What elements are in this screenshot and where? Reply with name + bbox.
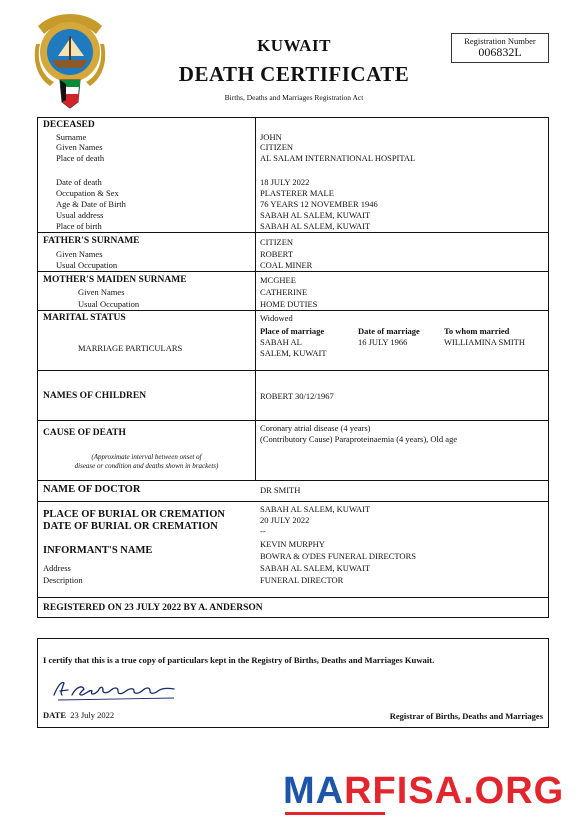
deceased-label: Date of death xyxy=(56,177,102,187)
deceased-label: Place of birth xyxy=(56,221,102,231)
mother-heading: MOTHER'S MAIDEN SURNAME xyxy=(43,275,187,285)
marriage-place: SALEM, KUWAIT xyxy=(260,348,327,358)
cause-value: (Contributory Cause) Paraproteinaemia (4 years), Old age xyxy=(260,434,458,444)
informant-name: KEVIN MURPHY xyxy=(260,539,325,549)
registrar-signature xyxy=(50,677,180,701)
deceased-label: Given Names xyxy=(56,142,103,152)
registered-line: REGISTERED ON 23 JULY 2022 BY A. ANDERSON xyxy=(43,603,263,613)
deceased-label: Usual address xyxy=(56,210,104,220)
marriage-date: 16 JULY 1966 xyxy=(358,337,408,347)
deceased-label: Occupation & Sex xyxy=(56,188,119,198)
watermark-part-1: MA xyxy=(283,770,345,812)
married-to: WILLIAMINA SMITH xyxy=(444,337,525,347)
registration-number: 006832L xyxy=(478,45,522,59)
country-title: KUWAIT xyxy=(257,36,331,55)
burial-place-heading: PLACE OF BURIAL OR CREMATION xyxy=(43,509,226,520)
informant-address: SABAH AL SALEM, KUWAIT xyxy=(260,563,371,573)
father-heading: FATHER'S SURNAME xyxy=(43,236,140,246)
father-value: ROBERT xyxy=(260,249,294,259)
deceased-value: JOHN xyxy=(260,132,282,142)
children-heading: NAMES OF CHILDREN xyxy=(43,391,147,401)
registration-number-label: Registration Number xyxy=(464,36,536,46)
children-value: ROBERT 30/12/1967 xyxy=(260,391,334,401)
informant-description: FUNERAL DIRECTOR xyxy=(260,575,344,585)
certify-statement: I certify that this is a true copy of particulars kept in the Registry of Births, Deaths and Marriages Kuwait. xyxy=(43,655,435,665)
burial-date: 20 JULY 2022 xyxy=(260,515,310,525)
cert-date-label: DATE xyxy=(43,710,66,720)
deceased-value: 76 YEARS 12 NOVEMBER 1946 xyxy=(260,199,378,209)
father-value: COAL MINER xyxy=(260,260,313,270)
description-label: Description xyxy=(43,575,83,585)
deceased-value: SABAH AL SALEM, KUWAIT xyxy=(260,210,371,220)
watermark-part-2: RFISA.ORG xyxy=(344,770,565,812)
marriage-place-header: Place of marriage xyxy=(260,326,325,336)
certification-box xyxy=(37,638,549,728)
registrar-title: Registrar of Births, Deaths and Marriages xyxy=(389,711,543,721)
cert-date xyxy=(43,710,114,720)
marriage-particulars-label: MARRIAGE PARTICULARS xyxy=(78,343,183,353)
father-label: Given Names xyxy=(56,249,103,259)
deceased-label: Surname xyxy=(56,132,87,142)
deceased-value: AL SALAM INTERNATIONAL HOSPITAL xyxy=(260,153,416,163)
cert-date-value: 23 July 2022 xyxy=(70,710,115,720)
father-label: Usual Occupation xyxy=(56,260,118,270)
deceased-value: CITIZEN xyxy=(260,142,294,152)
cause-note: disease or condition and deaths shown in brackets) xyxy=(74,462,219,470)
deceased-heading: DECEASED xyxy=(43,120,95,130)
mother-value: HOME DUTIES xyxy=(260,299,318,309)
deceased-label: Place of death xyxy=(56,153,105,163)
mother-value: CATHERINE xyxy=(260,287,308,297)
marital-heading: MARITAL STATUS xyxy=(43,313,126,323)
registration-number-box xyxy=(451,33,549,63)
document-title: DEATH CERTIFICATE xyxy=(178,62,410,86)
marfisa-watermark xyxy=(283,770,564,813)
cause-value: Coronary atrial disease (4 years) xyxy=(260,423,371,433)
married-to-header: To whom married xyxy=(444,326,510,336)
cause-heading: CAUSE OF DEATH xyxy=(43,428,126,438)
marriage-date-header: Date of marriage xyxy=(358,326,420,336)
address-label: Address xyxy=(43,563,71,573)
deceased-value: PLASTERER MALE xyxy=(260,188,334,198)
burial-place: SABAH AL SALEM, KUWAIT xyxy=(260,504,371,514)
doctor-value: DR SMITH xyxy=(260,485,301,495)
doctor-heading: NAME OF DOCTOR xyxy=(43,484,141,495)
cause-note: (Approximate interval between onset of xyxy=(91,453,202,461)
deceased-label: Age & Date of Birth xyxy=(56,199,126,209)
deceased-value: 18 JULY 2022 xyxy=(260,177,310,187)
burial-date-heading: DATE OF BURIAL OR CREMATION xyxy=(43,521,218,532)
watermark-underline xyxy=(285,812,385,815)
informant-heading: INFORMANT'S NAME xyxy=(43,545,153,556)
certificate-table xyxy=(37,117,549,618)
mother-label: Usual Occupation xyxy=(78,299,140,309)
marriage-place: SABAH AL xyxy=(260,337,302,347)
informant-company: BOWRA & O'DES FUNERAL DIRECTORS xyxy=(260,551,416,561)
father-surname: CITIZEN xyxy=(260,237,294,247)
marital-status: Widowed xyxy=(260,313,293,323)
deceased-value: SABAH AL SALEM, KUWAIT xyxy=(260,221,371,231)
mother-label: Given Names xyxy=(78,287,125,297)
mother-surname: MCGHEE xyxy=(260,275,296,285)
registration-act: Births, Deaths and Marriages Registration Act xyxy=(224,93,364,102)
burial-dash: -- xyxy=(260,526,266,536)
